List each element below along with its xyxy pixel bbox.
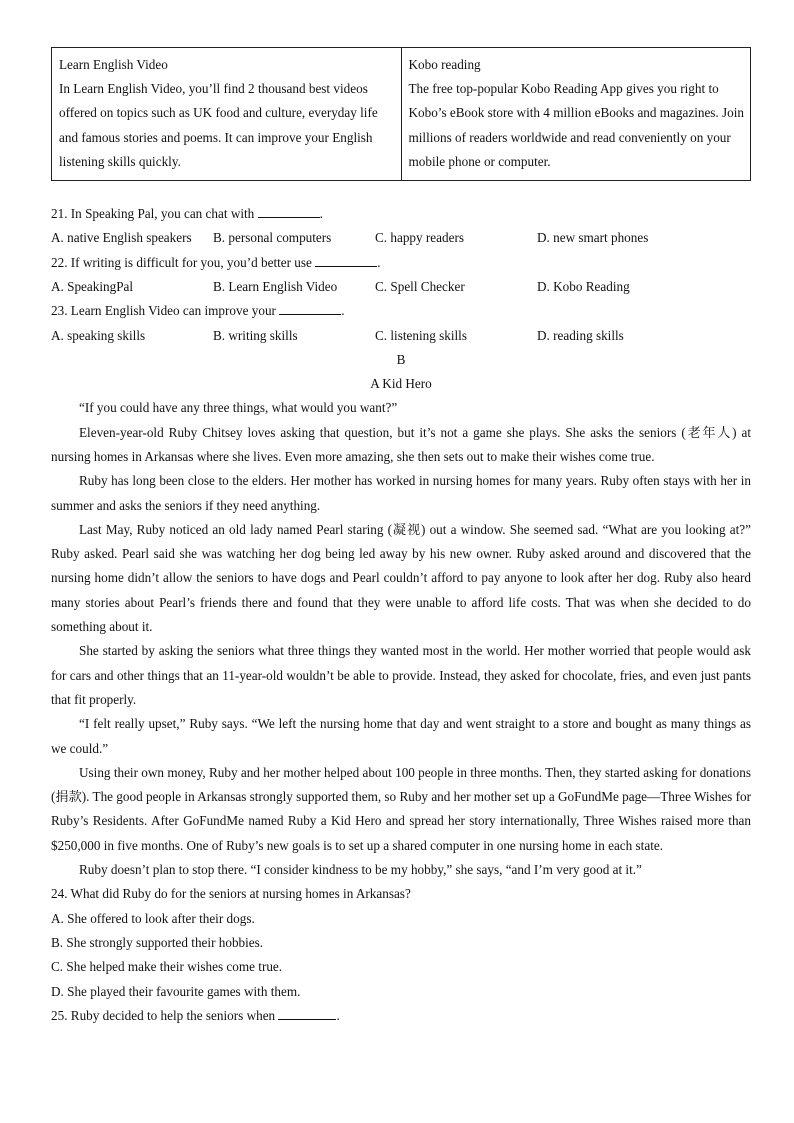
app-info-table [51,47,751,181]
answer-blank[interactable] [315,252,377,267]
paragraph: Last May, Ruby noticed an old lady named Pearl staring (凝视) out a window. She seemed sad. “What are you looking at?” Ruby asked. Pearl said she was watching her dog being led away by his new owner. Ruby asked around and discovered that the nursing home didn’t allow the seniors to have dogs and Pearl couldn’t afford to pay anyone to look after her dog. Ruby also heard many stories about Pearl’s friends there and found that they were unable to afford life costs. That was when she decided to do something about it. [51,521,751,635]
option-c[interactable]: C. Spell Checker [375,278,465,294]
cell-body: The free top-popular Kobo Reading App gives you right to Kobo’s eBook store with 4 million eBooks and magazines. Join millions of readers worldwide and read conveniently on your mobile phone or computer. [408,81,745,169]
question-stem: 23. Learn English Video can improve your [51,303,276,319]
question-stem: 21. In Speaking Pal, you can chat with [51,206,255,222]
option-d[interactable]: D. She played their favourite games with them. [51,983,301,999]
option-c[interactable]: C. listening skills [375,327,467,343]
cell-title: Kobo reading [408,57,481,72]
question-21-options [51,226,751,250]
option-b[interactable]: B. She strongly supported their hobbies. [51,934,264,950]
question-22-options [51,275,751,299]
option-a[interactable]: A. She offered to look after their dogs. [51,910,255,926]
section-label: B [396,351,406,367]
answer-blank[interactable] [258,203,320,218]
option-b[interactable]: B. Learn English Video [213,278,338,294]
question-stem: 22. If writing is difficult for you, you’d better use [51,254,312,270]
paragraph: She started by asking the seniors what three things they wanted most in the world. Her mother worried that people would ask for cars and other things that an 11-year-old wouldn’t be able to provide. Instead, they asked for chocolate, fries, and even just pants that fit properly. [51,643,751,707]
question-25: 25. Ruby decided to help the seniors when . [51,1004,751,1028]
option-c[interactable]: C. She helped make their wishes come true. [51,959,283,975]
option-d[interactable]: D. Kobo Reading [537,278,630,294]
option-a[interactable]: A. native English speakers [51,230,192,246]
answer-blank[interactable] [279,300,341,315]
option-d[interactable]: D. new smart phones [537,230,649,246]
question-23-options [51,324,751,348]
paragraph: “I felt really upset,” Ruby says. “We left the nursing home that day and went straight to a store and bought as many things as we could.” [51,716,751,756]
paragraph: “If you could have any three things, what would you want?” [79,400,398,416]
paragraph: Ruby has long been close to the elders. Her mother has worked in nursing homes for many years. Ruby often stays with her in summer and asks the seniors if they need anything. [51,473,751,513]
option-a[interactable]: A. speaking skills [51,327,146,343]
question-stem: 25. Ruby decided to help the seniors when [51,1007,276,1023]
question-21: 21. In Speaking Pal, you can chat with . [51,202,751,226]
paragraph: Using their own money, Ruby and her mother helped about 100 people in three months. Then, they started asking for donations (捐款). The good people in Arkansas strongly supported them, so Ruby and her mother set up a GoFundMe page—Three Wishes for Ruby’s Residents. After GoFundMe named Ruby a Kid Hero and spread her story internationally, Three Wishes raised more than $250,000 in five months. One of Ruby’s new goals is to set up a shared computer in one nursing home in each state. [51,764,751,853]
answer-blank[interactable] [278,1005,336,1020]
table-cell-learn-english-video [52,48,402,181]
paragraph: Eleven-year-old Ruby Chitsey loves asking that question, but it’s not a game she plays. She asks the seniors (老年人) at nursing homes in Arkansas where she lives. Even more amazing, she then sets out to make their wishes come true. [51,424,751,464]
cell-title: Learn English Video [59,57,168,72]
option-c[interactable]: C. happy readers [375,230,464,246]
question-23: 23. Learn English Video can improve your . [51,299,751,323]
paragraph: Ruby doesn’t plan to stop there. “I consider kindness to be my hobby,” she says, “and I’m very good at it.” [79,862,642,878]
passage-title: A Kid Hero [370,376,432,392]
option-a[interactable]: A. SpeakingPal [51,278,134,294]
question-24: 24. What did Ruby do for the seniors at nursing homes in Arkansas? [51,886,411,902]
questions-part-b [51,882,751,1028]
questions-part-a [51,202,751,348]
table-row [52,48,751,181]
option-b[interactable]: B. personal computers [213,230,332,246]
option-b[interactable]: B. writing skills [213,327,298,343]
cell-body: In Learn English Video, you’ll find 2 thousand best videos offered on topics such as UK food and culture, everyday life and famous stories and poems. It can improve your English listening skills quickly. [59,81,378,169]
option-d[interactable]: D. reading skills [537,327,624,343]
question-22: 22. If writing is difficult for you, you’d better use . [51,251,751,275]
table-cell-kobo-reading [401,48,751,181]
page [51,47,751,1028]
passage-body [51,396,751,882]
